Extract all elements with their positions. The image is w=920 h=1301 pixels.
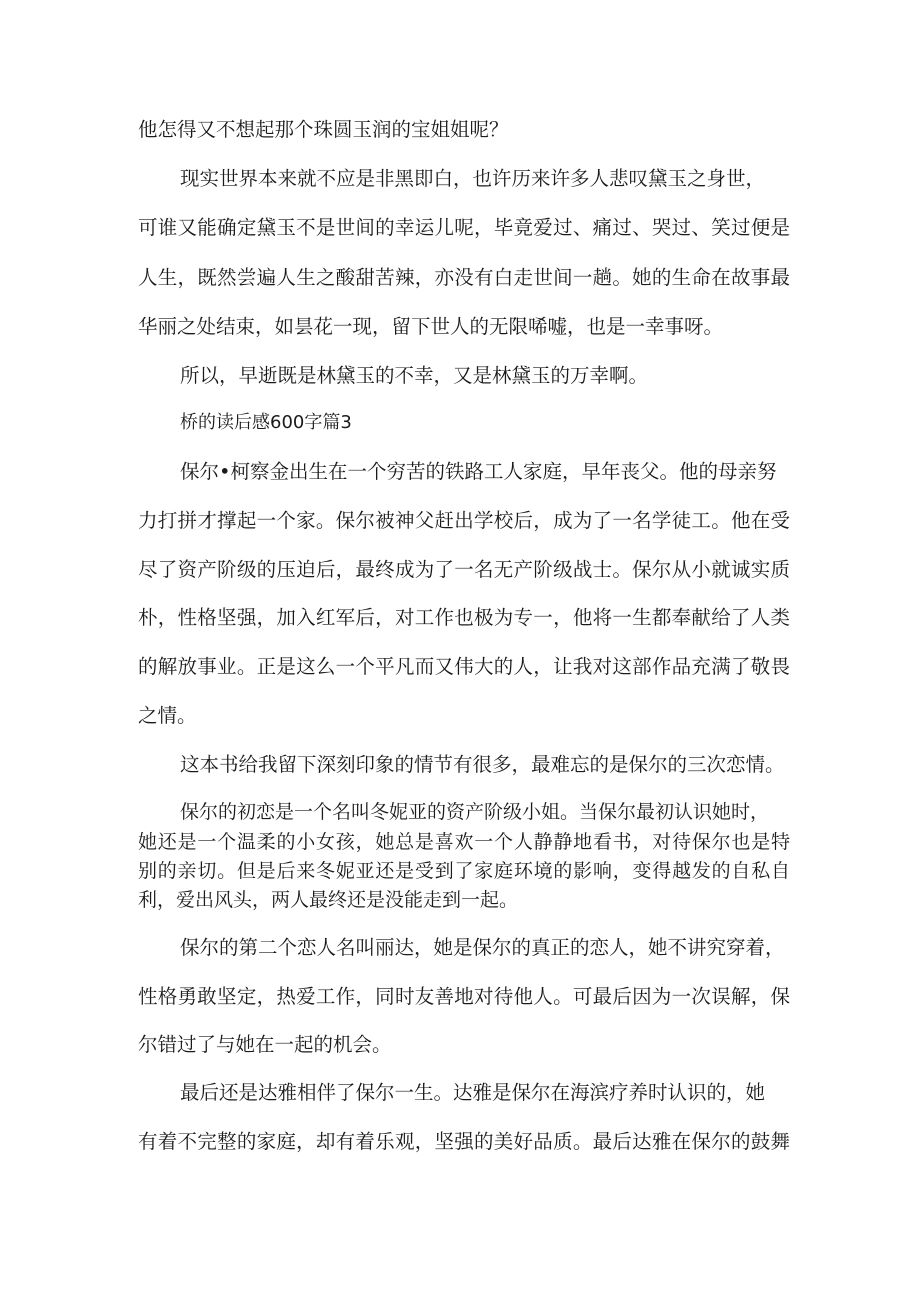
text-line: 尽了资产阶级的压迫后，最终成为了一名无产阶级战士。保尔从小就诚实质 [138, 558, 790, 581]
text-line: 性格勇敢坚定，热爱工作，同时友善地对待他人。可最后因为一次误解，保 [138, 985, 790, 1008]
text-line: 朴，性格坚强，加入红军后，对工作也极为专一，他将一生都奉献给了人类 [138, 606, 790, 629]
text-line: 尔错过了与她在一起的机会。 [138, 1033, 392, 1056]
text-line: 之情。 [138, 704, 197, 727]
text-line: 有着不完整的家庭，却有着乐观，坚强的美好品质。最后达雅在保尔的鼓舞 [138, 1130, 790, 1153]
text-line: 她还是一个温柔的小女孩，她总是喜欢一个人静静地看书，对待保尔也是特 [138, 831, 790, 853]
text-line: 华丽之处结束，如昙花一现，留下世人的无限唏嘘，也是一幸事呀。 [138, 315, 724, 338]
paragraph-first-line: 保尔的初恋是一个名叫冬妮亚的资产阶级小姐。当保尔最初认识她时， [180, 801, 770, 823]
section-heading: 桥的读后感600字篇3 [180, 412, 352, 433]
paragraph-first-line: 现实世界本来就不应是非黑即白，也许历来许多人悲叹黛玉之身世， [180, 167, 766, 190]
text-line: 的解放事业。正是这么一个平凡而又伟大的人，让我对这部作品充满了敬畏 [138, 655, 790, 678]
paragraph-first-line: 这本书给我留下深刻印象的情节有很多，最难忘的是保尔的三次恋情。 [180, 753, 785, 776]
text-line: 人生，既然尝遍人生之酸甜苦辣，亦没有白走世间一趟。她的生命在故事最 [138, 266, 790, 289]
text-line: 利，爱出风头，两人最终还是没能走到一起。 [138, 889, 519, 911]
paragraph-first-line: 保尔的第二个恋人名叫丽达，她是保尔的真正的恋人，她不讲究穿着， [180, 936, 785, 959]
text-line: 可谁又能确定黛玉不是世间的幸运儿呢，毕竟爱过、痛过、哭过、笑过便是 [138, 216, 790, 239]
paragraph-first-line: 最后还是达雅相伴了保尔一生。达雅是保尔在海滨疗养时认识的，她 [180, 1081, 766, 1104]
text-line: 力打拼才撑起一个家。保尔被神父赶出学校后，成为了一名学徒工。他在受 [138, 509, 790, 532]
text-line: 别的亲切。但是后来冬妮亚还是受到了家庭环境的影响，变得越发的自私自 [138, 860, 790, 882]
paragraph-first-line: 所以，早逝既是林黛玉的不幸，又是林黛玉的万幸啊。 [180, 364, 649, 387]
text-line: 他怎得又不想起那个珠圆玉润的宝姐姐呢？ [138, 118, 509, 141]
paragraph-first-line: 保尔•柯察金出生在一个穷苦的铁路工人家庭，早年丧父。他的母亲努 [180, 460, 777, 483]
